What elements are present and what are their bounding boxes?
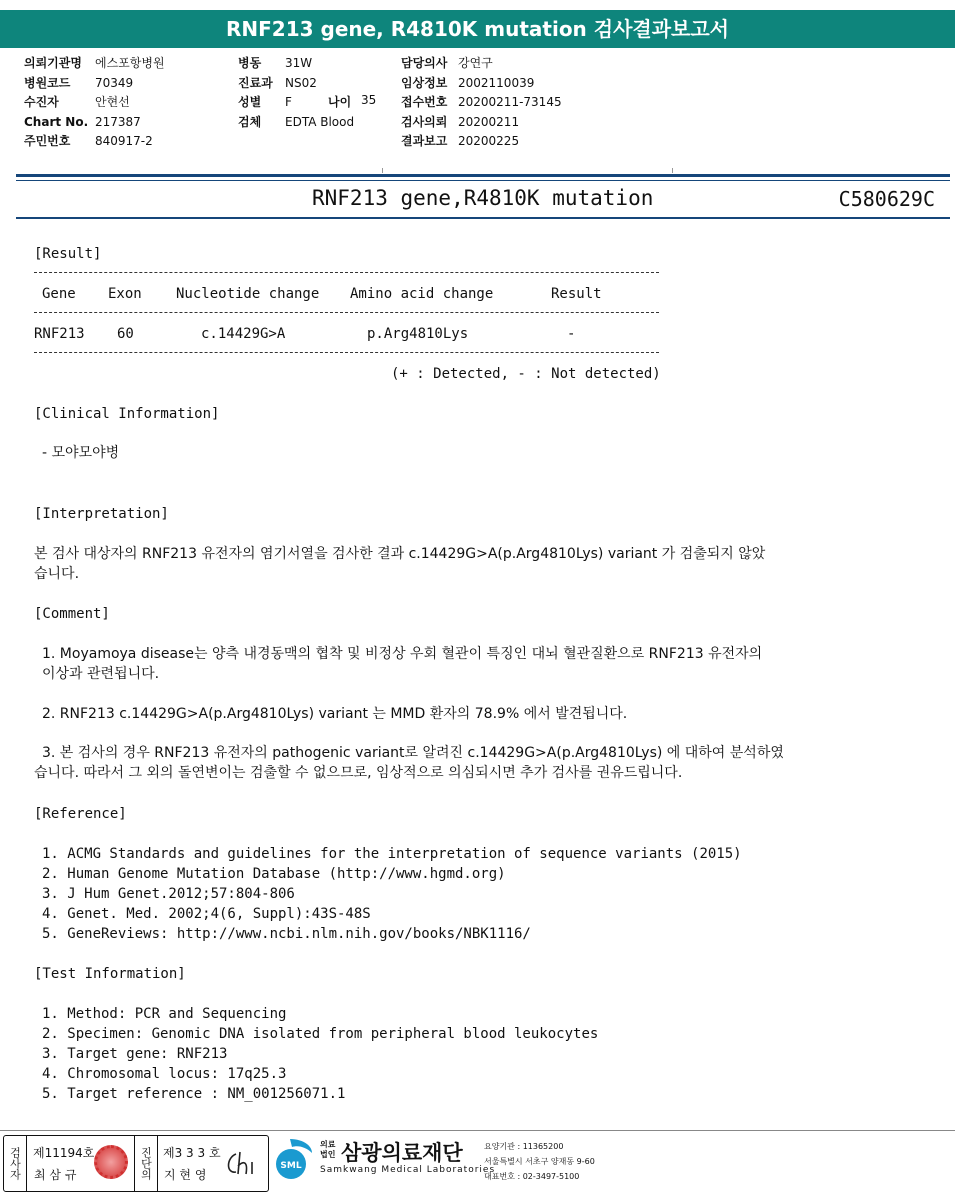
info-row-department: [238, 74, 354, 94]
info-label: 병원코드: [24, 75, 71, 90]
comment-1-line-1: 1. Moyamoya disease는 양측 내경동맥의 협착 및 비정상 우회 혈관이 특징인 대뇌 혈관질환으로 RNF213 유전자의: [42, 646, 763, 662]
info-row-chart-no: [24, 113, 165, 133]
logo-text: SML: [280, 1161, 302, 1171]
report-header-title: RNF213 gene, R4810K mutation 검사결과보고서: [0, 10, 955, 48]
reference-item: 5. GeneReviews: http://www.ncbi.nlm.nih.gov/books/NBK1116/: [42, 926, 531, 942]
comment-3-line-2: 습니다. 따라서 그 외의 돌연변이는 검출할 수 없으므로, 임상적으로 의심되시면 추가 검사를 권유드립니다.: [34, 765, 683, 781]
comment-2: 2. RNF213 c.14429G>A(p.Arg4810Lys) variant 는 MMD 환자의 78.9% 에서 발견됩니다.: [42, 706, 628, 722]
test-info-heading: [Test Information]: [34, 966, 186, 982]
result-heading: [Result]: [34, 246, 102, 262]
clinical-heading: [Clinical Information]: [34, 406, 220, 422]
info-row-doctor: [401, 54, 562, 74]
info-row-institution: [24, 54, 165, 74]
info-label: 수진자: [24, 95, 59, 109]
age-value: 35: [361, 93, 377, 107]
reference-item: 2. Human Genome Mutation Database (http://www.hgmd.org): [42, 866, 506, 882]
corp-name: 삼광의료재단: [341, 1141, 463, 1165]
info-label: 임상정보: [401, 75, 448, 90]
test-info-item: 3. Target gene: RNF213: [42, 1046, 228, 1062]
confirmer-license: 제3 3 3 호: [163, 1146, 221, 1160]
report-code: C580629C: [838, 187, 935, 211]
divider-tick: [382, 168, 383, 173]
section-divider: [16, 217, 950, 219]
section-divider: [16, 174, 950, 177]
examiner-name: 최 삼 규: [34, 1168, 77, 1182]
info-label: 담당의사: [401, 56, 448, 70]
info-label: 의뢰기관명: [24, 56, 82, 70]
info-row-specimen: [238, 113, 354, 133]
comment-1-line-2: 이상과 관련됩니다.: [42, 666, 160, 682]
info-row-request-date: [401, 113, 562, 133]
comment-heading: [Comment]: [34, 606, 110, 622]
patient-info-column-3: [401, 54, 562, 152]
reference-item: 1. ACMG Standards and guidelines for the interpretation of sequence variants (2015): [42, 846, 742, 862]
corp-address: 서울특별시 서초구 양재동 9-60: [484, 1157, 595, 1166]
info-value: 에스포항병원: [95, 56, 165, 70]
info-row-clinical-info: [401, 74, 562, 94]
info-row-accession-no: [401, 93, 562, 113]
info-value: 217387: [95, 114, 141, 129]
info-value: F: [285, 95, 292, 109]
report-title: RNF213 gene,R4810K mutation: [312, 186, 654, 210]
examiner-seal: [94, 1145, 128, 1179]
corp-phone: 대표번호 : 02-3497-5100: [484, 1172, 580, 1181]
confirmer-label: 진단의: [134, 1136, 158, 1191]
result-cell-result: -: [567, 326, 576, 342]
info-row-patient-name: [24, 93, 165, 113]
info-value: 31W: [285, 56, 313, 70]
age-label: 나이: [328, 95, 352, 109]
interpretation-line-2: 습니다.: [34, 566, 80, 582]
comment-3-line-1: 3. 본 검사의 경우 RNF213 유전자의 pathogenic variant로 알려진 c.14429G>A(p.Arg4810Lys) 에 대하여 분석하였: [42, 745, 784, 761]
info-label: 주민번호: [24, 134, 71, 148]
result-cell-amino-acid: p.Arg4810Lys: [367, 326, 469, 342]
info-value: 20200225: [458, 134, 520, 148]
test-info-item: 4. Chromosomal locus: 17q25.3: [42, 1066, 287, 1082]
info-label: Chart No.: [24, 114, 89, 129]
result-header-amino-acid: Amino acid change: [350, 286, 494, 302]
info-row-hospital-code: [24, 74, 165, 94]
corp-license: 요양기관 : 11365200: [484, 1142, 564, 1151]
info-value: EDTA Blood: [285, 114, 355, 129]
footer-divider: [0, 1130, 955, 1131]
info-label: 결과보고: [401, 134, 448, 148]
info-label: 병동: [238, 56, 262, 70]
table-rule: [34, 272, 659, 273]
patient-info-column-1: [24, 54, 165, 152]
test-info-item: 2. Specimen: Genomic DNA isolated from peripheral blood leukocytes: [42, 1026, 599, 1042]
info-row-ward: [238, 54, 354, 74]
result-header-gene: Gene: [42, 286, 76, 302]
examiner-license: 제11194호: [33, 1146, 95, 1160]
info-label: 접수번호: [401, 95, 448, 109]
result-cell-exon: 60: [117, 326, 134, 342]
handwritten-signature: [222, 1148, 262, 1180]
table-rule: [34, 352, 659, 353]
info-label: 검체: [238, 114, 262, 129]
info-label: 성별: [238, 95, 262, 109]
info-label: 진료과: [238, 75, 273, 90]
result-legend: (+ : Detected, - : Not detected): [391, 366, 661, 382]
info-value: 840917-2: [95, 134, 153, 148]
examiner-label: 검사자: [4, 1136, 27, 1191]
info-value: NS02: [285, 75, 317, 90]
corp-type: 의료 법인: [320, 1140, 336, 1159]
signature-box: [3, 1135, 269, 1192]
info-value: 70349: [95, 75, 134, 90]
confirmer-name: 지 현 영: [164, 1168, 207, 1182]
clinical-text: - 모야모야병: [42, 445, 120, 461]
info-value: 20200211-73145: [458, 95, 562, 109]
sml-logo-icon: [272, 1137, 318, 1183]
section-divider: [16, 180, 950, 181]
info-value: 강연구: [458, 56, 493, 70]
info-label: 검사의뢰: [401, 114, 448, 129]
info-value: 안현선: [95, 95, 130, 109]
reference-item: 4. Genet. Med. 2002;4(6, Suppl):43S-48S: [42, 906, 371, 922]
result-cell-gene: RNF213: [34, 326, 85, 342]
test-info-item: 1. Method: PCR and Sequencing: [42, 1006, 287, 1022]
result-header-nucleotide: Nucleotide change: [176, 286, 320, 302]
divider-tick: [672, 168, 673, 173]
info-row-report-date: [401, 132, 562, 152]
reference-heading: [Reference]: [34, 806, 127, 822]
reference-item: 3. J Hum Genet.2012;57:804-806: [42, 886, 295, 902]
table-rule: [34, 312, 659, 313]
result-header-exon: Exon: [108, 286, 142, 302]
info-value: 20200211: [458, 114, 520, 129]
corp-english-name: Samkwang Medical Laboratories: [320, 1165, 496, 1175]
test-info-item: 5. Target reference : NM_001256071.1: [42, 1086, 346, 1102]
interpretation-heading: [Interpretation]: [34, 506, 169, 522]
info-value: 2002110039: [458, 75, 535, 90]
result-cell-nucleotide: c.14429G>A: [201, 326, 286, 342]
info-row-resident-no: [24, 132, 165, 152]
result-header-result: Result: [551, 286, 602, 302]
interpretation-line-1: 본 검사 대상자의 RNF213 유전자의 염기서열을 검사한 결과 c.14429G>A(p.Arg4810Lys) variant 가 검출되지 않았: [34, 546, 766, 562]
